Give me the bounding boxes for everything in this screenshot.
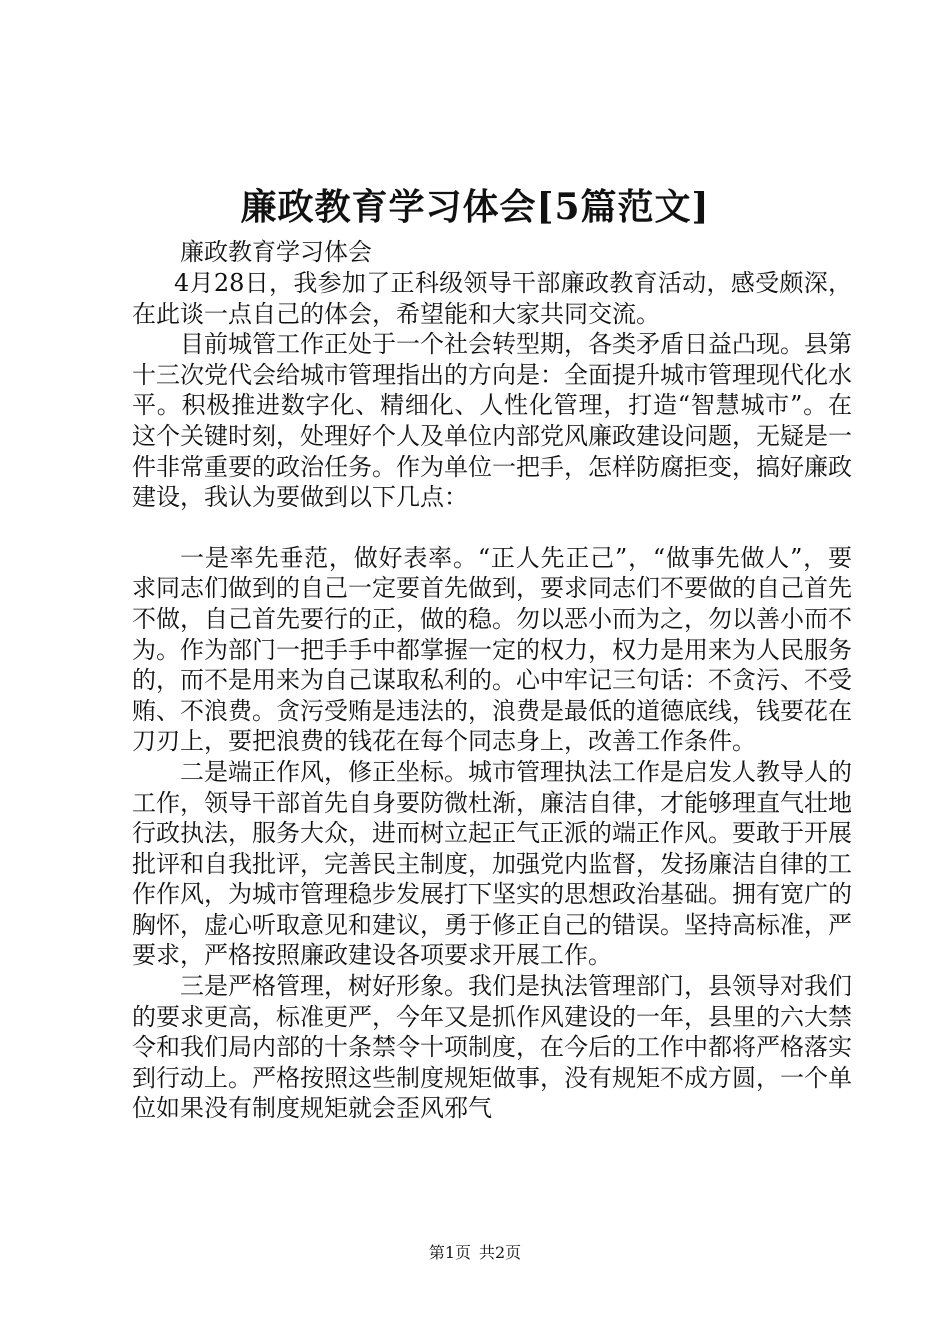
document-body — [132, 268, 852, 1124]
paragraph-point-three: 三是严格管理，树好形象。我们是执法管理部门，县领导对我们的要求更高，标准更严，今年又是抓作风建设的一年，县里的六大禁令和我们局内部的十条禁令十项制度，在今后的工作中都将严格落实到行动上。严格按照这些制度规矩做事，没有规矩不成方圆，一个单位如果没有制度规矩就会歪风邪气 — [132, 972, 852, 1123]
page-total: 共2页 — [479, 1243, 522, 1262]
paragraph-point-two: 二是端正作风，修正坐标。城市管理执法工作是启发人教导人的工作，领导干部首先自身要防微杜渐，廉洁自律，才能够理直气壮地行政执法，服务大众，进而树立起正气正派的端正作风。要敢于开展批评和自我批评，完善民主制度，加强党内监督，发扬廉洁自律的工作作风，为城市管理稳步发展打下坚实的思想政治基础。拥有宽广的胸怀，虚心听取意见和建议，勇于修正自己的错误。坚持高标准，严要求，严格按照廉政建设各项要求开展工作。 — [132, 757, 852, 970]
paragraph-intro: 4月28日，我参加了正科级领导干部廉政教育活动，感受颇深，在此谈一点自己的体会，希望能和大家共同交流。 — [132, 269, 852, 328]
paragraph-point-one: 一是率先垂范，做好表率。“正人先正己”，“做事先做人”，要求同志们做到的自己一定要首先做到，要求同志们不要做的自己首先不做，自己首先要行的正，做的稳。勿以恶小而为之，勿以善小而不为。作为部门一把手手中都掌握一定的权力，权力是用来为人民服务的，而不是用来为自己谋取私利的。心中牢记三句话：不贪污、不受贿、不浪费。贪污受贿是违法的，浪费是最低的道德底线，钱要花在刀刃上，要把浪费的钱花在每个同志身上，改善工作条件。 — [132, 543, 852, 756]
page-footer — [0, 1243, 950, 1263]
document-subtitle: 廉政教育学习体会 — [180, 238, 372, 266]
page-number: 第1页 — [428, 1243, 471, 1262]
document-title: 廉政教育学习体会[5篇范文] — [240, 186, 710, 228]
paragraph-context: 目前城管工作正处于一个社会转型期，各类矛盾日益凸现。县第十三次党代会给城市管理指出的方向是：全面提升城市管理现代化水平。积极推进数字化、精细化、人性化管理，打造“智慧城市”。在这个关键时刻，处理好个人及单位内部党风廉政建设问题，无疑是一件非常重要的政治任务。作为单位一把手，怎样防腐拒变，搞好廉政建设，我认为要做到以下几点： — [132, 330, 852, 512]
